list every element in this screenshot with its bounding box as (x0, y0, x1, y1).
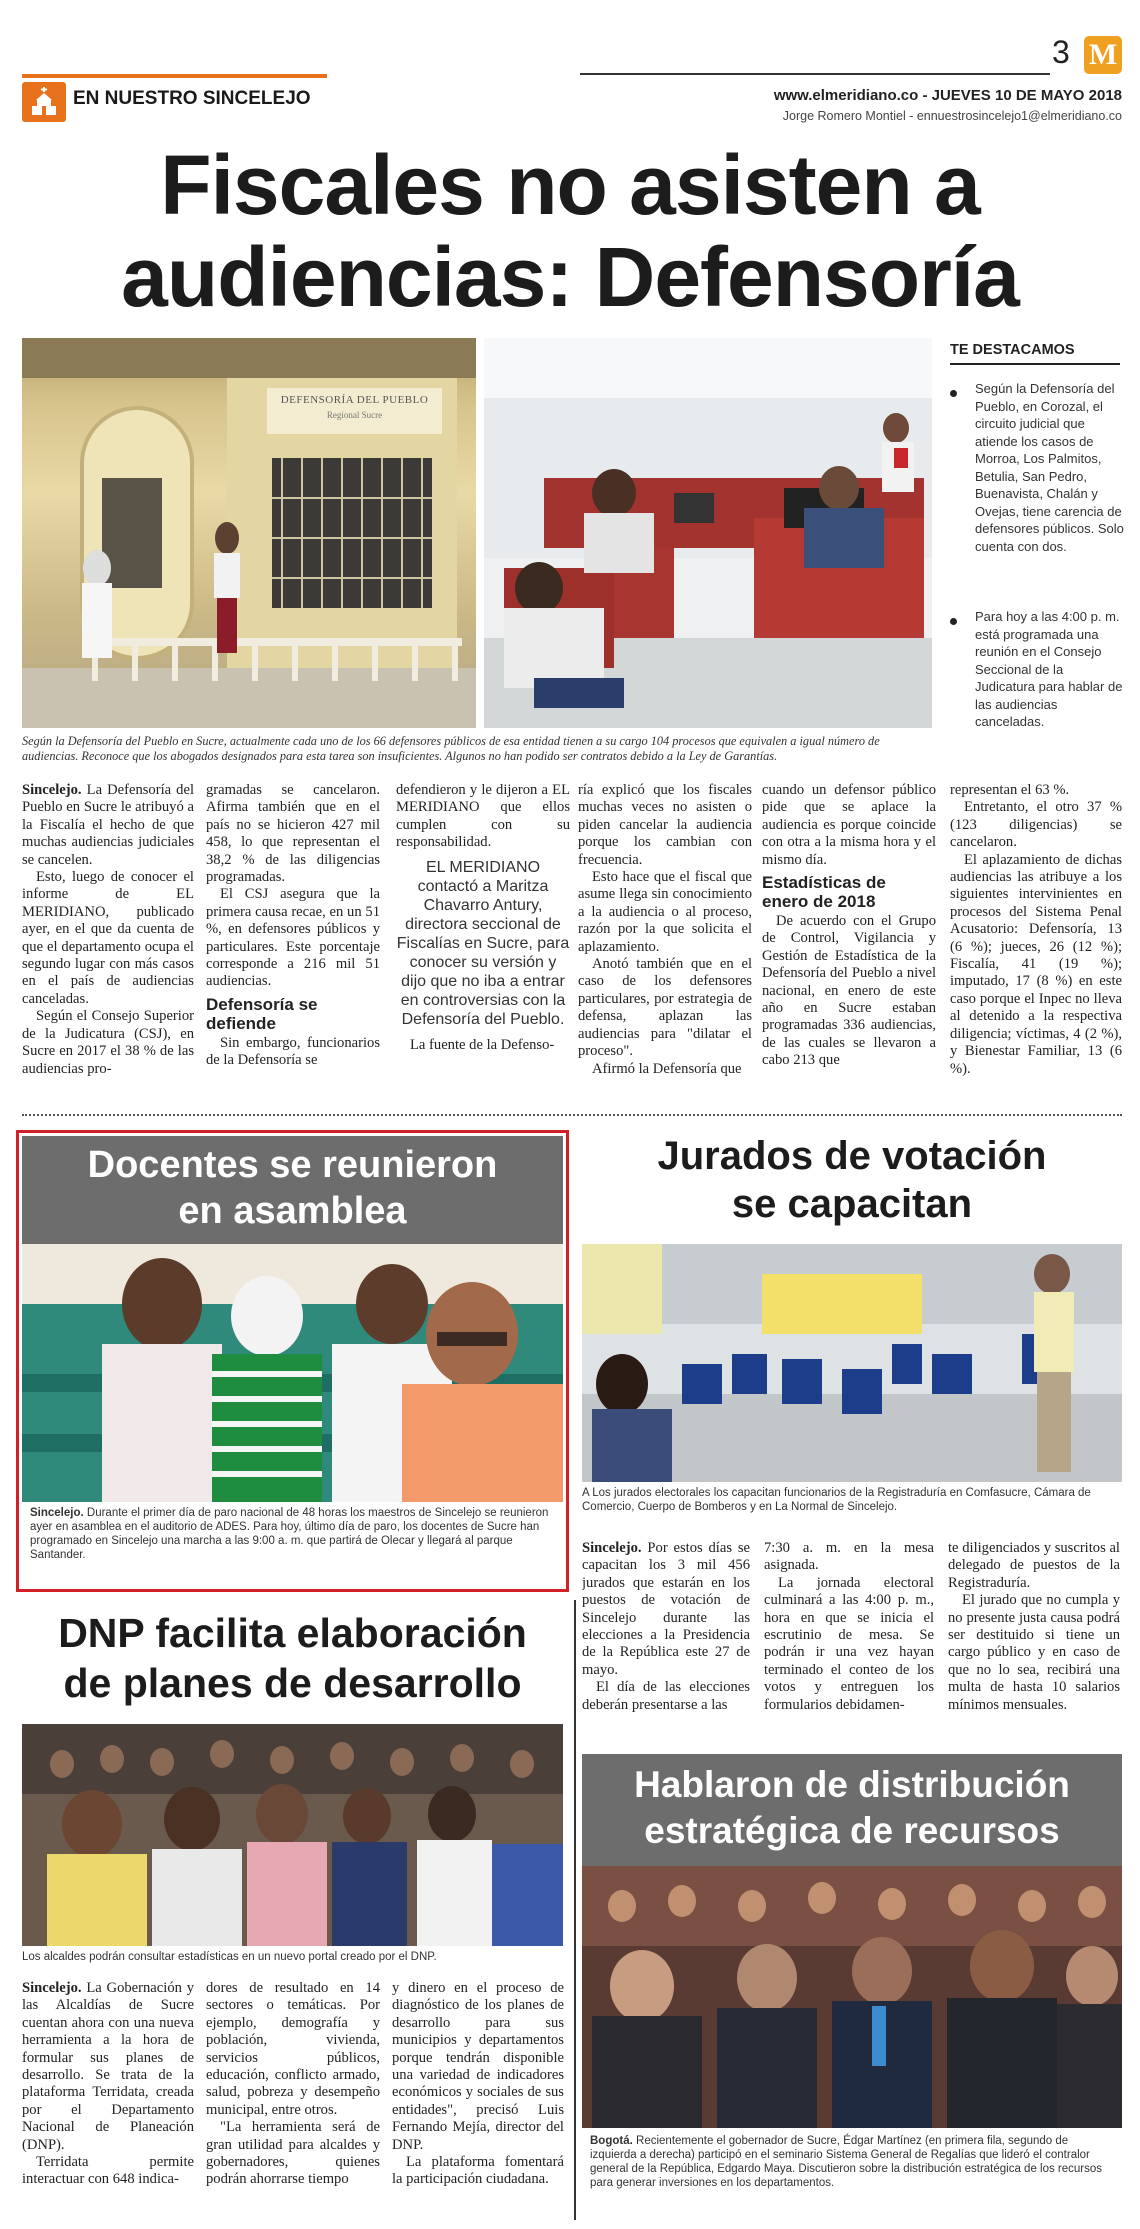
body-paragraph: El jurado que no cumpla y no presente justa causa podrá ser destituido si tiene un cargo público y en caso de que no lo sea, recibirá una multa de hasta 10 salarios mínimos mensuales. (948, 1592, 1120, 1713)
docentes-headline-line1: Docentes se reunieron (87, 1144, 498, 1186)
lead-subheading: Estadísticas de enero de 2018 (762, 873, 886, 912)
lead-paragraph: Esto hace que el fiscal que asume llega sin conocimiento a la audiencia o al proceso, razón por la que solicita el aplazamiento. (578, 869, 752, 955)
dotted-separator (22, 1114, 1122, 1116)
dnp-body-col2 (206, 1980, 380, 2220)
body-paragraph: 7:30 a. m. en la mesa asignada. (764, 1540, 934, 1574)
jurados-body-col1 (582, 1540, 750, 1728)
brand-logo (1084, 36, 1122, 74)
defensoria-building-photo (22, 338, 476, 728)
body-paragraph: "La herramienta será de gran utilidad para alcaldes y gobernadores, quienes podrán ahorrarse tiempo (206, 2119, 380, 2188)
body-paragraph: y dinero en el proceso de diagnóstico de los planes de desarrollo para sus municipios y departamentos porque tendrán disponible una variedad de indicadores económicos y sociales de sus entidades", precisó Luis Fernando Mejía, director del DNP. (392, 1980, 564, 2153)
lead-paragraph: Esto, luego de conocer el informe de EL MERIDIANO, publicado ayer, en el que da cuenta de que el departamento ocupa el segundo lugar con más casos en el país de audiencias canceladas. (22, 869, 194, 1007)
dnp-headline-line1: DNP facilita elaboración (58, 1610, 527, 1656)
lead-paragraph: Según el Consejo Superior de la Judicatura (CSJ), en Sucre en 2017 el 38 % de las audiencias pro- (22, 1008, 194, 1077)
brand-logo-letter: M (1088, 38, 1118, 71)
jurados-body-col2 (764, 1540, 934, 1728)
sidebar-title-rule (950, 363, 1120, 365)
jurados-headline-line1: Jurados de votación (657, 1134, 1047, 1178)
sidebar-bullet-dot (950, 618, 957, 625)
hablaron-photo (582, 1866, 1122, 2128)
docentes-headline-line2: en asamblea (178, 1190, 407, 1232)
site-date: www.elmeridiano.co - JUEVES 10 DE MAYO 2018 (773, 87, 1122, 104)
body-paragraph: La Gobernación y las Alcaldías de Sucre cuentan ahora con una nueva herramienta a la hora de formular sus planes de desarrollo. Se trata de la plataforma Terridata, creada por el Departamento Nacional de Planeación (DNP). (22, 1980, 194, 2153)
lead-paragraph: La Defensoría del Pueblo en Sucre le atribuyó a la Fiscalía el hecho de que muchas audiencias judiciales se cancelen. (22, 782, 194, 868)
lead-paragraph: Anotó también que en el caso de los defensores particulares, por estrategia de defensa, aplazan las audiencias para "dilatar el proceso". (578, 956, 752, 1060)
jurados-photo (582, 1244, 1122, 1482)
docentes-photo (22, 1244, 563, 1502)
sidebar-bullet-dot (950, 390, 957, 397)
lead-headline-line1: Fiscales no asisten a (160, 138, 980, 232)
body-paragraph: El día de las elecciones deberán presentarse a las (582, 1679, 750, 1713)
body-paragraph: La jornada electoral culminará a las 4:00 p. m., hora en que se inicia el escrutinio de mesa. Se podrán ir una vez hayan terminado el conteo de los votos y entreguen los formularios debidamen- (764, 1574, 934, 1713)
lead-photo-caption: Según la Defensoría del Pueblo en Sucre, actualmente cada uno de los 66 defensores públicos de esa entidad tienen a su cargo 104 procesos que equivalen a igual número de audiencias. Reconoce que los abogados designados para esta tarea son insuficientes. Algunos no han podido ser contratos debido a la Ley de Garantías. (22, 734, 880, 763)
pull-quote: EL MERIDIANO contactó a Maritza Chavarro Antury, directora seccional de Fiscalías en Sucre, para conocer su versión y dijo que no iba a entrar en controversias con la Defensoría del Pueblo. (396, 858, 570, 1028)
header-rule (580, 73, 1050, 75)
lead-body-col2 (206, 782, 380, 1100)
hablaron-headline-line1: Hablaron de distribución (634, 1764, 1070, 1805)
caption-text: Durante el primer día de paro nacional de 48 horas los maestros de Sincelejo se reunieron ayer en asamblea en el auditorio de ADES. Para hoy, último día de paro, los docentes de Sucre han programado en Sincelejo una marcha a las 9:00 a. m. que partirá de Olecar y llegará al parque Santander. (30, 1507, 549, 1561)
column-divider (574, 1600, 576, 2220)
lead-paragraph: Sin embargo, funcionarios de la Defensoría se (206, 1034, 380, 1069)
lead-body-col6 (950, 782, 1122, 1100)
hablaron-banner (582, 1754, 1122, 1866)
lead-body-col3 (396, 782, 570, 1100)
lead-paragraph: representan el 63 %. (950, 782, 1070, 798)
body-paragraph: te diligenciados y suscritos al delegado de puestos de la Registraduría. (948, 1540, 1120, 1591)
body-paragraph: Por estos días se capacitan los 3 mil 456 jurados que estarán en los puestos de votación de Sincelejo durante las elecciones a la Presidencia de la República este 27 de mayo. (582, 1540, 750, 1678)
defensoria-sign-text: DEFENSORÍA DEL PUEBLO (280, 394, 429, 406)
docentes-caption (30, 1506, 555, 1562)
lead-paragraph: Afirmó la Defensoría que (592, 1060, 742, 1077)
sidebar-title: TE DESTACAMOS (950, 342, 1075, 358)
jurados-body-col3 (948, 1540, 1120, 1728)
lead-paragraph: ría explicó que los fiscales muchas veces no asisten o piden cancelar la audiencia porque los cambian con frecuencia. (578, 782, 752, 868)
lead-body-col1 (22, 782, 194, 1100)
jurados-caption: A Los jurados electorales los capacitan funcionarios de la Registraduría en Comfasucre, Cámara de Comercio, Cuerpo de Bomberos y en La Normal de Sincelejo. (582, 1487, 1091, 1513)
lead-subheading: Defensoría se defiende (206, 994, 318, 1033)
lead-body-col4 (578, 782, 752, 1100)
body-paragraph: dores de resultado en 14 sectores o temáticas. Por ejemplo, demografía y población, vivienda, servicios públicos, educación, conflicto armado, salud, pobreza y desempeño municipal, entre otros. (206, 1980, 380, 2118)
section-label: EN NUESTRO SINCELEJO (73, 88, 311, 109)
sidebar-bullet-2: Para hoy a las 4:00 p. m. está programada una reunión en el Consejo Seccional de la Judicatura para hablar de las audiencias canceladas. (975, 609, 1123, 729)
dnp-body-col3 (392, 1980, 564, 2220)
church-icon (22, 82, 66, 122)
hablaron-caption (590, 2134, 1116, 2190)
lead-paragraph: cuando un defensor público pide que se aplace la audiencia es porque coincide con otra a la misma hora y el mismo día. (762, 782, 936, 868)
defensoria-sign-subtext: Regional Sucre (326, 410, 383, 420)
caption-text: Recientemente el gobernador de Sucre, Édgar Martínez (en primera fila, segundo de izquierda a derecha) participó en el seminario Sistema General de Regalías que lideró el contralor general de la República, Edgardo Maya. Discutieron sobre la distribución estratégica de los recursos para generar inversiones en los departamentos. (590, 2135, 1103, 2189)
lead-paragraph: El aplazamiento de dichas audiencias las atribuye a los siguientes intervinientes en procesos del Sistema Penal Acusatorio: Defensoría, 13 (6 %); jueces, 26 (12 %); Fiscalía, 41 (19 %); imputado, 17 (8 %) en este caso porque el Inpec no lleva al detenido a la respectiva diligencia; víctimas, 4 (2 %), y Bienestar Familiar, 13 (6 %). (950, 851, 1122, 1077)
dateline: Bogotá. (590, 2135, 633, 2147)
docentes-banner (22, 1136, 563, 1244)
lead-body-col5 (762, 782, 936, 1100)
page-number: 3 (1052, 34, 1070, 70)
courtroom-photo (484, 338, 932, 728)
dateline: Sincelejo. (22, 782, 82, 798)
sidebar-bullet-1: Según la Defensoría del Pueblo, en Corozal, el circuito judicial que atiende los casos de Morroa, Los Palmitos, Betulia, San Pedro, Buenavista, Chalán y Ovejas, tiene carencia de defensores públicos. Solo cuenta con dos. (975, 381, 1124, 554)
lead-paragraph: De acuerdo con el Grupo de Control, Vigilancia y Gestión de Estadística de la Defensoría del Pueblo a nivel nacional, en enero de este año en Sucre estaban programadas 336 audiencias, de las cuales se llevaron a cabo 213 que (762, 913, 936, 1069)
hablaron-headline-line2: estratégica de recursos (644, 1810, 1060, 1851)
lead-paragraph: La fuente de la Defenso- (410, 1036, 555, 1053)
body-paragraph: Terridata permite interactuar con 648 indica- (22, 2154, 194, 2188)
lead-paragraph: Entretanto, el otro 37 % (123 diligencias) se cancelaron. (950, 799, 1122, 851)
dateline: Sincelejo. (30, 1507, 84, 1519)
dnp-photo (22, 1724, 563, 1946)
dateline: Sincelejo. (582, 1540, 642, 1556)
section-rule (22, 74, 327, 78)
dateline: Sincelejo. (22, 1980, 82, 1996)
editor-line: Jorge Romero Montiel - ennuestrosincelejo1@elmeridiano.co (782, 109, 1122, 123)
lead-paragraph: defendieron y le dijeron a EL MERIDIANO que ellos cumplen con su responsabilidad. (396, 782, 570, 851)
lead-paragraph: El CSJ asegura que la primera causa recae, en un 51 %, en defensores públicos y particulares. Este porcentaje corresponde a 216 mil 51 audiencias. (206, 886, 380, 990)
dnp-headline-line2: de planes de desarrollo (63, 1660, 522, 1706)
dnp-caption: Los alcaldes podrán consultar estadísticas en un nuevo portal creado por el DNP. (22, 1951, 437, 1963)
body-paragraph: La plataforma fomentará la participación ciudadana. (392, 2154, 564, 2188)
jurados-headline-line2: se capacitan (731, 1182, 973, 1226)
dnp-body-col1 (22, 1980, 194, 2220)
lead-headline-line2: audiencias: Defensoría (121, 230, 1019, 324)
lead-paragraph: gramadas se cancelaron. Afirma también que en el país no se hicieron 427 mil 458, lo que representan el 38,2 % de las diligencias programadas. (206, 782, 380, 886)
